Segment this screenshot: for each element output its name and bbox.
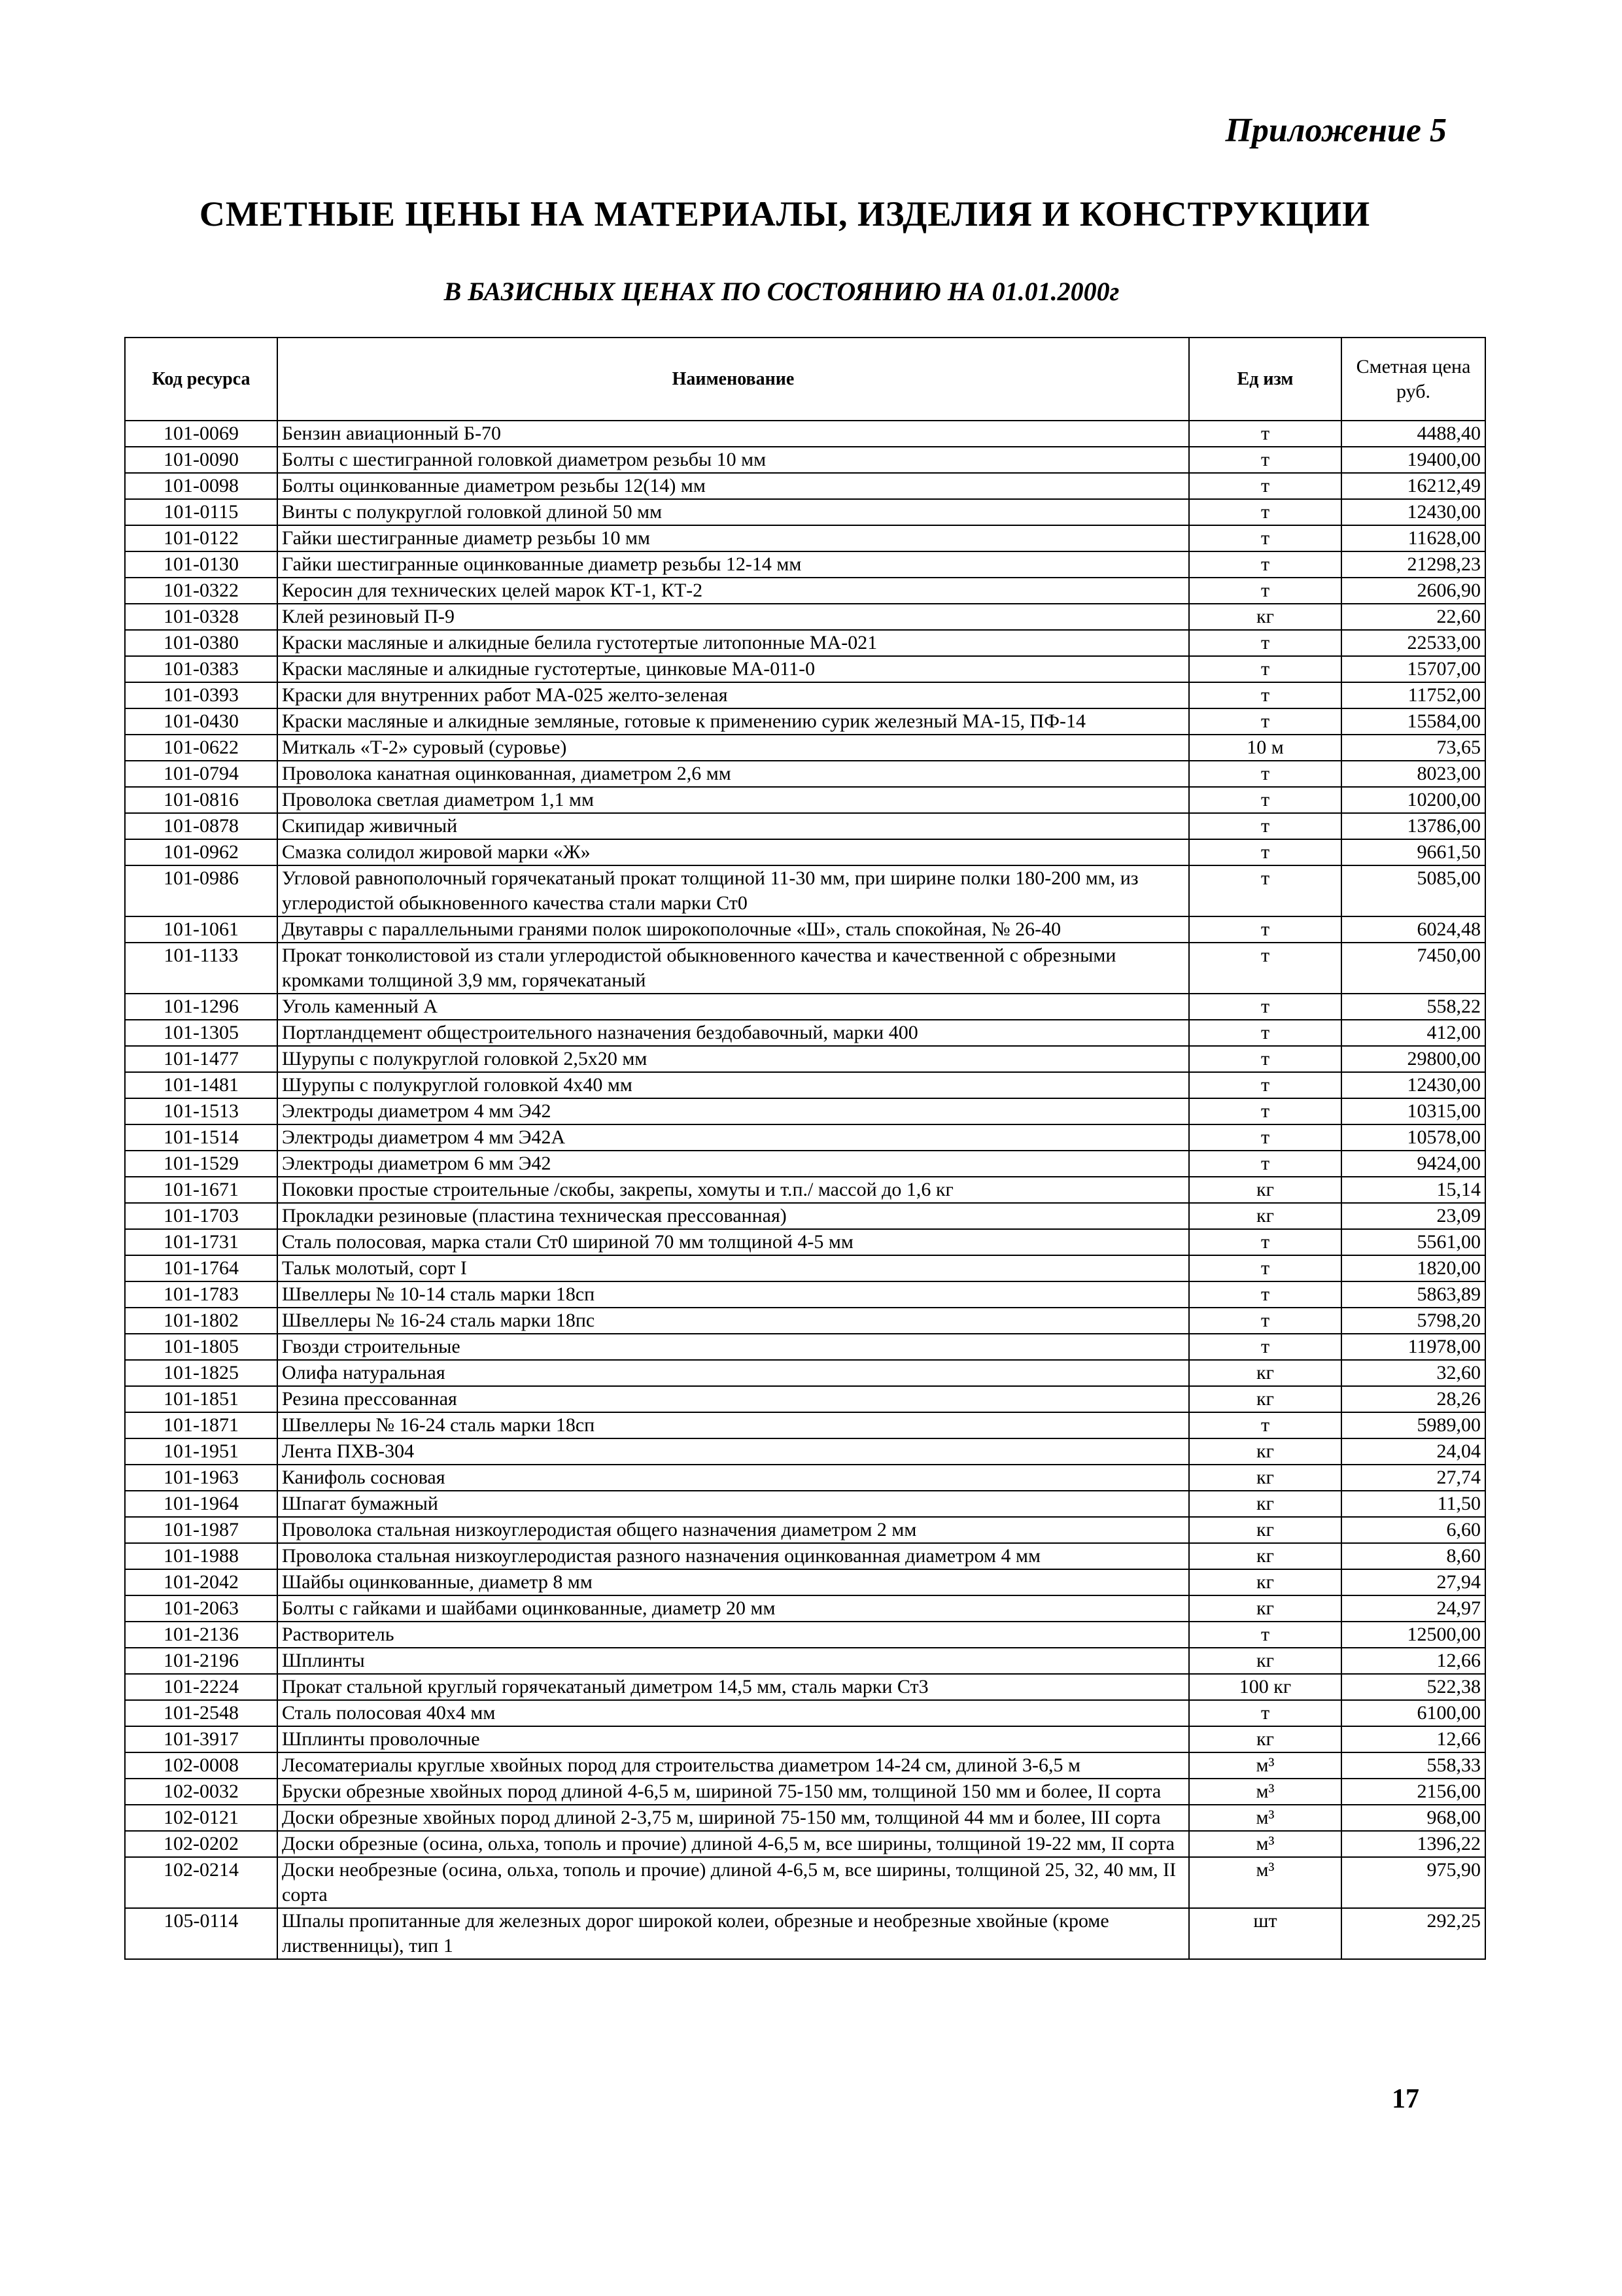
table-row <box>125 499 1485 525</box>
cell-price: 22533,00 <box>1341 630 1485 656</box>
cell-price: 6100,00 <box>1341 1700 1485 1726</box>
cell-unit: т <box>1189 1098 1341 1124</box>
table-row <box>125 1908 1485 1959</box>
cell-price: 7450,00 <box>1341 943 1485 994</box>
cell-code: 101-1703 <box>125 1203 277 1229</box>
table-row <box>125 1517 1485 1543</box>
header-row <box>125 338 1485 421</box>
table-row <box>125 473 1485 499</box>
cell-price: 15584,00 <box>1341 708 1485 735</box>
cell-price: 12,66 <box>1341 1648 1485 1674</box>
table-row <box>125 839 1485 865</box>
page-subtitle: В БАЗИСНЫХ ЦЕНАХ ПО СОСТОЯНИЮ НА 01.01.2000г <box>443 277 1120 306</box>
cell-name: Бензин авиационный Б-70 <box>277 421 1189 447</box>
cell-price: 412,00 <box>1341 1020 1485 1046</box>
cell-code: 101-1783 <box>125 1281 277 1308</box>
cell-price: 21298,23 <box>1341 551 1485 578</box>
cell-unit: т <box>1189 525 1341 551</box>
cell-code: 101-0962 <box>125 839 277 865</box>
table-row <box>125 604 1485 630</box>
table-row <box>125 1595 1485 1622</box>
cell-code: 101-0122 <box>125 525 277 551</box>
table-row <box>125 421 1485 447</box>
cell-code: 101-1988 <box>125 1543 277 1569</box>
cell-price: 968,00 <box>1341 1805 1485 1831</box>
cell-price: 28,26 <box>1341 1386 1485 1412</box>
cell-price: 19400,00 <box>1341 447 1485 473</box>
cell-unit: кг <box>1189 1465 1341 1491</box>
cell-name: Шайбы оцинкованные, диаметр 8 мм <box>277 1569 1189 1595</box>
table-row <box>125 708 1485 735</box>
cell-unit: т <box>1189 1072 1341 1098</box>
table-row <box>125 1281 1485 1308</box>
cell-unit: кг <box>1189 1595 1341 1622</box>
cell-name: Сталь полосовая, марка стали Ст0 шириной 70 мм толщиной 4-5 мм <box>277 1229 1189 1255</box>
cell-price: 11978,00 <box>1341 1334 1485 1360</box>
cell-code: 101-1133 <box>125 943 277 994</box>
table-row <box>125 1648 1485 1674</box>
cell-name: Уголь каменный А <box>277 994 1189 1020</box>
table-row <box>125 813 1485 839</box>
cell-price: 6024,48 <box>1341 916 1485 943</box>
cell-price: 5798,20 <box>1341 1308 1485 1334</box>
cell-price: 9424,00 <box>1341 1151 1485 1177</box>
table-row <box>125 1752 1485 1779</box>
cell-name: Винты с полукруглой головкой длиной 50 мм <box>277 499 1189 525</box>
column-header-unit: Ед изм <box>1189 338 1341 421</box>
cell-unit: м³ <box>1189 1752 1341 1779</box>
cell-name: Гвозди строительные <box>277 1334 1189 1360</box>
cell-price: 24,04 <box>1341 1438 1485 1465</box>
table-row <box>125 656 1485 682</box>
cell-price: 15,14 <box>1341 1177 1485 1203</box>
table-row <box>125 1151 1485 1177</box>
cell-price: 8,60 <box>1341 1543 1485 1569</box>
cell-unit: м³ <box>1189 1831 1341 1857</box>
cell-price: 9661,50 <box>1341 839 1485 865</box>
table-row <box>125 1412 1485 1438</box>
cell-name: Доски необрезные (осина, ольха, тополь и прочие) длиной 4-6,5 м, все ширины, толщиной 25, 32, 40 мм, II сорта <box>277 1857 1189 1908</box>
cell-unit: кг <box>1189 1648 1341 1674</box>
cell-code: 101-0622 <box>125 735 277 761</box>
table-row <box>125 1831 1485 1857</box>
table-row <box>125 630 1485 656</box>
table-row <box>125 1308 1485 1334</box>
cell-unit: м³ <box>1189 1779 1341 1805</box>
cell-code: 102-0202 <box>125 1831 277 1857</box>
table-row <box>125 682 1485 708</box>
cell-code: 102-0008 <box>125 1752 277 1779</box>
table-row <box>125 1360 1485 1386</box>
cell-unit: т <box>1189 1412 1341 1438</box>
table-row <box>125 1622 1485 1648</box>
cell-name: Керосин для технических целей марок КТ-1, КТ-2 <box>277 578 1189 604</box>
cell-unit: кг <box>1189 1517 1341 1543</box>
cell-code: 101-2548 <box>125 1700 277 1726</box>
cell-price: 1820,00 <box>1341 1255 1485 1281</box>
cell-price: 12430,00 <box>1341 499 1485 525</box>
cell-unit: т <box>1189 421 1341 447</box>
cell-name: Бруски обрезные хвойных пород длиной 4-6,5 м, шириной 75-150 мм, толщиной 150 мм и более, II сорта <box>277 1779 1189 1805</box>
cell-unit: т <box>1189 1308 1341 1334</box>
cell-name: Шпалы пропитанные для железных дорог широкой колеи, обрезные и необрезные хвойные (кроме лиственницы), тип 1 <box>277 1908 1189 1959</box>
cell-price: 13786,00 <box>1341 813 1485 839</box>
cell-price: 8023,00 <box>1341 761 1485 787</box>
cell-unit: кг <box>1189 1203 1341 1229</box>
cell-code: 101-2063 <box>125 1595 277 1622</box>
cell-code: 101-1964 <box>125 1491 277 1517</box>
cell-price: 2156,00 <box>1341 1779 1485 1805</box>
column-header-code: Код ресурса <box>125 338 277 421</box>
cell-name: Прокат тонколистовой из стали углеродистой обыкновенного качества и качественной с обрезными кромками толщиной 3,9 мм, горячекатаный <box>277 943 1189 994</box>
cell-unit: т <box>1189 761 1341 787</box>
cell-unit: т <box>1189 1151 1341 1177</box>
cell-price: 558,33 <box>1341 1752 1485 1779</box>
table-row <box>125 1726 1485 1752</box>
cell-name: Краски масляные и алкидные густотертые, цинковые МА-011-0 <box>277 656 1189 682</box>
cell-price: 6,60 <box>1341 1517 1485 1543</box>
cell-unit: т <box>1189 1622 1341 1648</box>
table-row <box>125 1098 1485 1124</box>
cell-unit: кг <box>1189 1543 1341 1569</box>
cell-price: 15707,00 <box>1341 656 1485 682</box>
cell-code: 101-1951 <box>125 1438 277 1465</box>
cell-price: 4488,40 <box>1341 421 1485 447</box>
cell-name: Электроды диаметром 4 мм Э42 <box>277 1098 1189 1124</box>
cell-price: 5085,00 <box>1341 865 1485 916</box>
cell-name: Доски обрезные (осина, ольха, тополь и прочие) длиной 4-6,5 м, все ширины, толщиной 19-22 мм, II сорта <box>277 1831 1189 1857</box>
cell-name: Электроды диаметром 4 мм Э42А <box>277 1124 1189 1151</box>
cell-price: 12430,00 <box>1341 1072 1485 1098</box>
cell-code: 101-0794 <box>125 761 277 787</box>
cell-name: Портландцемент общестроительного назначения бездобавочный, марки 400 <box>277 1020 1189 1046</box>
price-table-header <box>125 338 1485 421</box>
table-row <box>125 1072 1485 1098</box>
cell-name: Болты оцинкованные диаметром резьбы 12(14) мм <box>277 473 1189 499</box>
cell-name: Краски масляные и алкидные белила густотертые литопонные МА-021 <box>277 630 1189 656</box>
cell-unit: шт <box>1189 1908 1341 1959</box>
cell-price: 522,38 <box>1341 1674 1485 1700</box>
cell-code: 101-1802 <box>125 1308 277 1334</box>
cell-code: 101-1764 <box>125 1255 277 1281</box>
cell-code: 101-0393 <box>125 682 277 708</box>
cell-name: Лента ПХВ-304 <box>277 1438 1189 1465</box>
table-row <box>125 1177 1485 1203</box>
cell-code: 105-0114 <box>125 1908 277 1959</box>
cell-code: 101-3917 <box>125 1726 277 1752</box>
cell-code: 101-0383 <box>125 656 277 682</box>
cell-price: 23,09 <box>1341 1203 1485 1229</box>
cell-name: Проволока канатная оцинкованная, диаметром 2,6 мм <box>277 761 1189 787</box>
price-table <box>124 337 1486 1960</box>
cell-name: Тальк молотый, сорт I <box>277 1255 1189 1281</box>
cell-name: Растворитель <box>277 1622 1189 1648</box>
cell-unit: т <box>1189 1281 1341 1308</box>
table-row <box>125 916 1485 943</box>
cell-price: 11628,00 <box>1341 525 1485 551</box>
cell-code: 101-1305 <box>125 1020 277 1046</box>
cell-price: 29800,00 <box>1341 1046 1485 1072</box>
cell-unit: т <box>1189 473 1341 499</box>
cell-unit: 10 м <box>1189 735 1341 761</box>
cell-code: 102-0121 <box>125 1805 277 1831</box>
cell-price: 10315,00 <box>1341 1098 1485 1124</box>
table-row <box>125 1805 1485 1831</box>
cell-unit: т <box>1189 865 1341 916</box>
cell-unit: кг <box>1189 1726 1341 1752</box>
cell-unit: т <box>1189 787 1341 813</box>
cell-price: 22,60 <box>1341 604 1485 630</box>
cell-name: Прокладки резиновые (пластина техническая прессованная) <box>277 1203 1189 1229</box>
table-row <box>125 1857 1485 1908</box>
cell-name: Скипидар живичный <box>277 813 1189 839</box>
cell-unit: т <box>1189 1334 1341 1360</box>
cell-unit: т <box>1189 551 1341 578</box>
cell-code: 101-0090 <box>125 447 277 473</box>
cell-price: 5863,89 <box>1341 1281 1485 1308</box>
page-title: СМЕТНЫЕ ЦЕНЫ НА МАТЕРИАЛЫ, ИЗДЕЛИЯ И КОНСТРУКЦИИ <box>199 194 1371 234</box>
cell-unit: т <box>1189 578 1341 604</box>
cell-price: 5989,00 <box>1341 1412 1485 1438</box>
cell-code: 101-0328 <box>125 604 277 630</box>
cell-price: 12500,00 <box>1341 1622 1485 1648</box>
table-row <box>125 735 1485 761</box>
table-row <box>125 1124 1485 1151</box>
cell-unit: т <box>1189 1046 1341 1072</box>
cell-name: Миткаль «Т-2» суровый (суровье) <box>277 735 1189 761</box>
cell-name: Швеллеры № 16-24 сталь марки 18сп <box>277 1412 1189 1438</box>
cell-name: Прокат стальной круглый горячекатаный диметром 14,5 мм, сталь марки Ст3 <box>277 1674 1189 1700</box>
table-row <box>125 1674 1485 1700</box>
table-row <box>125 1569 1485 1595</box>
table-row <box>125 1255 1485 1281</box>
table-row <box>125 525 1485 551</box>
table-row <box>125 447 1485 473</box>
cell-code: 101-1671 <box>125 1177 277 1203</box>
cell-name: Доски обрезные хвойных пород длиной 2-3,75 м, шириной 75-150 мм, толщиной 44 мм и более, III сорта <box>277 1805 1189 1831</box>
cell-unit: т <box>1189 656 1341 682</box>
cell-price: 27,74 <box>1341 1465 1485 1491</box>
cell-unit: кг <box>1189 1177 1341 1203</box>
cell-price: 1396,22 <box>1341 1831 1485 1857</box>
cell-price: 2606,90 <box>1341 578 1485 604</box>
cell-name: Болты с гайками и шайбами оцинкованные, диаметр 20 мм <box>277 1595 1189 1622</box>
cell-unit: м³ <box>1189 1857 1341 1908</box>
cell-code: 101-1805 <box>125 1334 277 1360</box>
cell-unit: т <box>1189 916 1341 943</box>
table-row <box>125 761 1485 787</box>
cell-unit: т <box>1189 682 1341 708</box>
cell-code: 101-1825 <box>125 1360 277 1386</box>
cell-unit: кг <box>1189 1386 1341 1412</box>
cell-name: Лесоматериалы круглые хвойных пород для строительства диаметром 14-24 см, длиной 3-6,5 м <box>277 1752 1189 1779</box>
cell-code: 101-1296 <box>125 994 277 1020</box>
table-row <box>125 551 1485 578</box>
table-row <box>125 1020 1485 1046</box>
cell-unit: кг <box>1189 1491 1341 1517</box>
table-row <box>125 1334 1485 1360</box>
cell-code: 101-1529 <box>125 1151 277 1177</box>
cell-code: 101-1061 <box>125 916 277 943</box>
table-row <box>125 1386 1485 1412</box>
cell-price: 24,97 <box>1341 1595 1485 1622</box>
cell-code: 102-0032 <box>125 1779 277 1805</box>
cell-code: 101-1987 <box>125 1517 277 1543</box>
cell-name: Шплинты <box>277 1648 1189 1674</box>
cell-name: Проволока стальная низкоуглеродистая общего назначения диаметром 2 мм <box>277 1517 1189 1543</box>
cell-unit: кг <box>1189 1360 1341 1386</box>
cell-name: Электроды диаметром 6 мм Э42 <box>277 1151 1189 1177</box>
cell-name: Краски масляные и алкидные земляные, готовые к применению сурик железный МА-15, ПФ-14 <box>277 708 1189 735</box>
table-row <box>125 994 1485 1020</box>
cell-code: 102-0214 <box>125 1857 277 1908</box>
cell-price: 5561,00 <box>1341 1229 1485 1255</box>
table-row <box>125 578 1485 604</box>
cell-name: Швеллеры № 10-14 сталь марки 18сп <box>277 1281 1189 1308</box>
cell-name: Швеллеры № 16-24 сталь марки 18пс <box>277 1308 1189 1334</box>
cell-code: 101-1513 <box>125 1098 277 1124</box>
cell-code: 101-2224 <box>125 1674 277 1700</box>
column-header-price: Сметная цена руб. <box>1341 338 1485 421</box>
cell-price: 11752,00 <box>1341 682 1485 708</box>
cell-name: Гайки шестигранные диаметр резьбы 10 мм <box>277 525 1189 551</box>
cell-name: Резина прессованная <box>277 1386 1189 1412</box>
cell-price: 12,66 <box>1341 1726 1485 1752</box>
cell-code: 101-0816 <box>125 787 277 813</box>
cell-name: Проволока стальная низкоуглеродистая разного назначения оцинкованная диаметром 4 мм <box>277 1543 1189 1569</box>
price-table-body <box>125 421 1485 1959</box>
cell-price: 16212,49 <box>1341 473 1485 499</box>
cell-unit: т <box>1189 943 1341 994</box>
cell-price: 292,25 <box>1341 1908 1485 1959</box>
cell-unit: т <box>1189 499 1341 525</box>
cell-unit: кг <box>1189 1569 1341 1595</box>
table-row <box>125 1543 1485 1569</box>
cell-price: 10578,00 <box>1341 1124 1485 1151</box>
cell-code: 101-2196 <box>125 1648 277 1674</box>
cell-code: 101-1477 <box>125 1046 277 1072</box>
cell-name: Шурупы с полукруглой головкой 2,5х20 мм <box>277 1046 1189 1072</box>
cell-code: 101-0878 <box>125 813 277 839</box>
cell-unit: т <box>1189 630 1341 656</box>
cell-code: 101-0130 <box>125 551 277 578</box>
cell-name: Сталь полосовая 40х4 мм <box>277 1700 1189 1726</box>
cell-name: Шпагат бумажный <box>277 1491 1189 1517</box>
cell-unit: кг <box>1189 1438 1341 1465</box>
cell-code: 101-1731 <box>125 1229 277 1255</box>
cell-code: 101-0430 <box>125 708 277 735</box>
cell-name: Смазка солидол жировой марки «Ж» <box>277 839 1189 865</box>
cell-unit: т <box>1189 1700 1341 1726</box>
cell-unit: т <box>1189 994 1341 1020</box>
cell-unit: 100 кг <box>1189 1674 1341 1700</box>
cell-name: Клей резиновый П-9 <box>277 604 1189 630</box>
cell-unit: т <box>1189 1255 1341 1281</box>
cell-name: Шплинты проволочные <box>277 1726 1189 1752</box>
cell-name: Поковки простые строительные /скобы, закрепы, хомуты и т.п./ массой до 1,6 кг <box>277 1177 1189 1203</box>
cell-unit: м³ <box>1189 1805 1341 1831</box>
table-row <box>125 1046 1485 1072</box>
cell-unit: т <box>1189 1020 1341 1046</box>
cell-unit: т <box>1189 813 1341 839</box>
table-row <box>125 1438 1485 1465</box>
table-row <box>125 1465 1485 1491</box>
cell-price: 32,60 <box>1341 1360 1485 1386</box>
cell-code: 101-0986 <box>125 865 277 916</box>
cell-price: 10200,00 <box>1341 787 1485 813</box>
table-row <box>125 1229 1485 1255</box>
cell-unit: т <box>1189 839 1341 865</box>
cell-unit: т <box>1189 447 1341 473</box>
cell-name: Краски для внутренних работ МА-025 желто-зеленая <box>277 682 1189 708</box>
cell-unit: кг <box>1189 604 1341 630</box>
table-row <box>125 1779 1485 1805</box>
table-row <box>125 1491 1485 1517</box>
table-row <box>125 865 1485 916</box>
cell-price: 975,90 <box>1341 1857 1485 1908</box>
appendix-label: Приложение 5 <box>1225 112 1447 149</box>
cell-name: Проволока светлая диаметром 1,1 мм <box>277 787 1189 813</box>
cell-price: 73,65 <box>1341 735 1485 761</box>
cell-name: Шурупы с полукруглой головкой 4х40 мм <box>277 1072 1189 1098</box>
cell-unit: т <box>1189 708 1341 735</box>
cell-name: Двутавры с параллельными гранями полок широкополочные «Ш», сталь спокойная, № 26-40 <box>277 916 1189 943</box>
cell-code: 101-2136 <box>125 1622 277 1648</box>
cell-code: 101-1514 <box>125 1124 277 1151</box>
cell-name: Угловой равнополочный горячекатаный прокат толщиной 11-30 мм, при ширине полки 180-200 мм, из углеродистой обыкновенного качества стали марки Ст0 <box>277 865 1189 916</box>
cell-code: 101-0322 <box>125 578 277 604</box>
cell-name: Канифоль сосновая <box>277 1465 1189 1491</box>
cell-code: 101-1481 <box>125 1072 277 1098</box>
cell-code: 101-0069 <box>125 421 277 447</box>
cell-code: 101-0380 <box>125 630 277 656</box>
table-row <box>125 787 1485 813</box>
table-row <box>125 943 1485 994</box>
cell-code: 101-0098 <box>125 473 277 499</box>
cell-code: 101-0115 <box>125 499 277 525</box>
cell-code: 101-1871 <box>125 1412 277 1438</box>
cell-price: 558,22 <box>1341 994 1485 1020</box>
page-number: 17 <box>1392 2084 1419 2114</box>
cell-name: Гайки шестигранные оцинкованные диаметр резьбы 12-14 мм <box>277 551 1189 578</box>
cell-price: 27,94 <box>1341 1569 1485 1595</box>
cell-name: Олифа натуральная <box>277 1360 1189 1386</box>
table-row <box>125 1203 1485 1229</box>
table-row <box>125 1700 1485 1726</box>
cell-unit: т <box>1189 1229 1341 1255</box>
cell-name: Болты с шестигранной головкой диаметром резьбы 10 мм <box>277 447 1189 473</box>
column-header-name: Наименование <box>277 338 1189 421</box>
cell-price: 11,50 <box>1341 1491 1485 1517</box>
cell-code: 101-2042 <box>125 1569 277 1595</box>
cell-unit: т <box>1189 1124 1341 1151</box>
cell-code: 101-1963 <box>125 1465 277 1491</box>
cell-code: 101-1851 <box>125 1386 277 1412</box>
